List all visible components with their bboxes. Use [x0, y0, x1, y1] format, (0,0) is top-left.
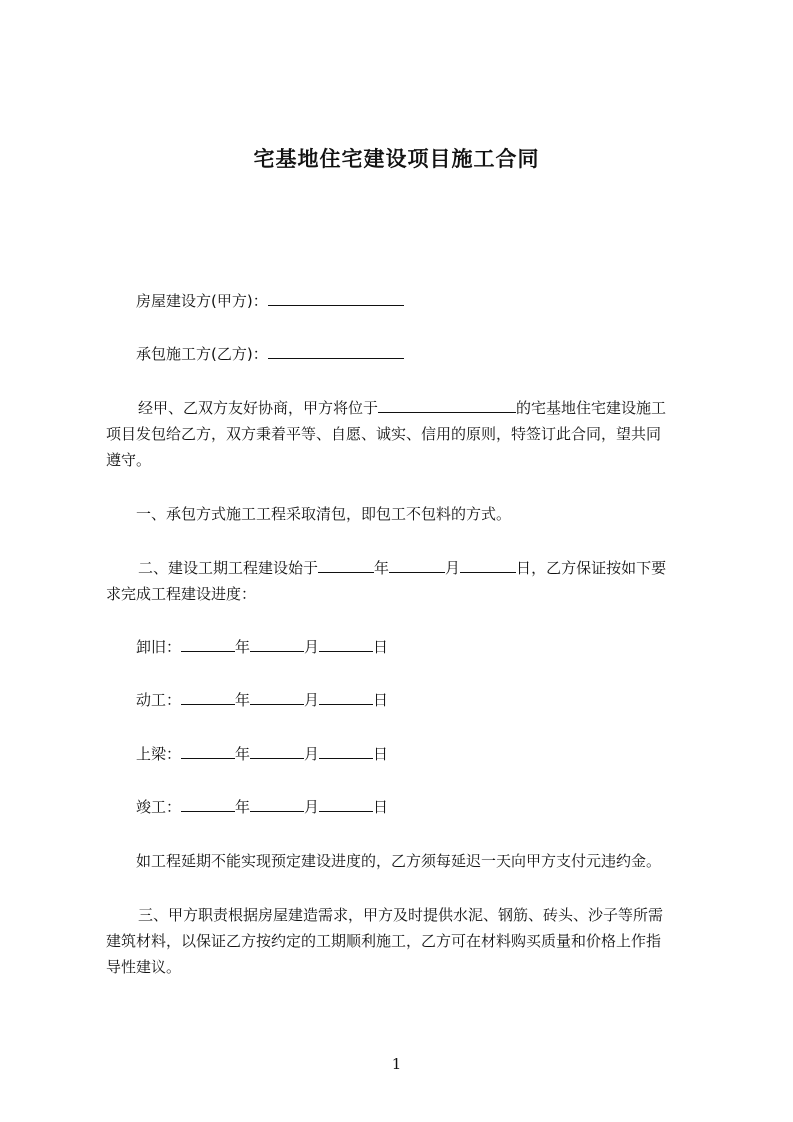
intro-line-3: 遵守。 [106, 451, 152, 469]
year-label: 年 [235, 745, 251, 763]
clause-2-line-1 [106, 555, 734, 581]
party-a-line [106, 288, 732, 314]
milestone-label: 上梁： [136, 745, 182, 763]
year-label: 年 [374, 559, 390, 577]
month-blank[interactable] [250, 796, 304, 812]
month-label: 月 [304, 798, 320, 816]
month-label: 月 [304, 691, 320, 709]
party-b-line [106, 341, 732, 367]
document-title: 宅基地住宅建设项目施工合同 [253, 147, 540, 171]
page-number: 1 [391, 1055, 402, 1073]
party-a-blank[interactable] [268, 290, 404, 306]
day-label: 日 [373, 638, 389, 656]
year-blank[interactable] [181, 743, 235, 759]
milestone-beam [106, 741, 732, 767]
day-blank[interactable] [319, 796, 373, 812]
milestone-label: 动工： [136, 691, 182, 709]
party-a-label: 房屋建设方(甲方)： [136, 292, 268, 310]
milestone-start [106, 687, 732, 713]
year-blank[interactable] [181, 636, 235, 652]
intro-line-1 [106, 395, 734, 421]
clause-3-line-2: 建筑材料，以保证乙方按约定的工期顺利施工，乙方可在材料购买质量和价格上作指 [106, 932, 662, 950]
month-label: 月 [445, 559, 461, 577]
party-b-blank[interactable] [268, 343, 404, 359]
milestone-label: 卸旧： [136, 638, 182, 656]
party-b-label: 承包施工方(乙方)： [136, 345, 268, 363]
milestone-completion [106, 794, 732, 820]
clause-2-line-2: 求完成工程建设进度： [106, 585, 257, 603]
month-blank[interactable] [250, 689, 304, 705]
month-blank[interactable] [250, 743, 304, 759]
year-blank[interactable] [181, 689, 235, 705]
start-year-blank[interactable] [318, 557, 374, 573]
clause-2-text: 二、建设工期工程建设始于 [138, 559, 319, 577]
year-blank[interactable] [181, 796, 235, 812]
month-label: 月 [304, 745, 320, 763]
day-label: 日 [373, 691, 389, 709]
clause-1: 一、承包方式施工工程采取清包，即包工不包料的方式。 [136, 505, 512, 523]
start-month-blank[interactable] [389, 557, 445, 573]
day-label: 日 [373, 798, 389, 816]
clause-3-line-3: 导性建议。 [106, 958, 182, 976]
start-day-blank[interactable] [460, 557, 516, 573]
clause-2-text-2: ，乙方保证按如下要 [531, 559, 667, 577]
year-label: 年 [235, 638, 251, 656]
month-label: 月 [304, 638, 320, 656]
clause-3-line-1: 三、甲方职责根据房屋建造需求，甲方及时提供水泥、钢筋、砖头、沙子等所需 [138, 906, 664, 924]
day-blank[interactable] [319, 743, 373, 759]
day-label: 日 [373, 745, 389, 763]
delay-clause: 如工程延期不能实现预定建设进度的，乙方须每延迟一天向甲方支付元违约金。 [136, 852, 662, 870]
day-label: 日 [516, 559, 532, 577]
day-blank[interactable] [319, 689, 373, 705]
intro-line-2: 项目发包给乙方，双方秉着平等、自愿、诚实、信用的原则，特签订此合同，望共同 [106, 425, 662, 443]
day-blank[interactable] [319, 636, 373, 652]
year-label: 年 [235, 691, 251, 709]
intro-text-1: 经甲、乙双方友好协商，甲方将位于 [138, 399, 379, 417]
milestone-label: 竣工： [136, 798, 182, 816]
location-blank[interactable] [378, 397, 516, 413]
milestone-demolition [106, 634, 732, 660]
intro-text-2: 的宅基地住宅建设施工 [516, 399, 667, 417]
month-blank[interactable] [250, 636, 304, 652]
year-label: 年 [235, 798, 251, 816]
